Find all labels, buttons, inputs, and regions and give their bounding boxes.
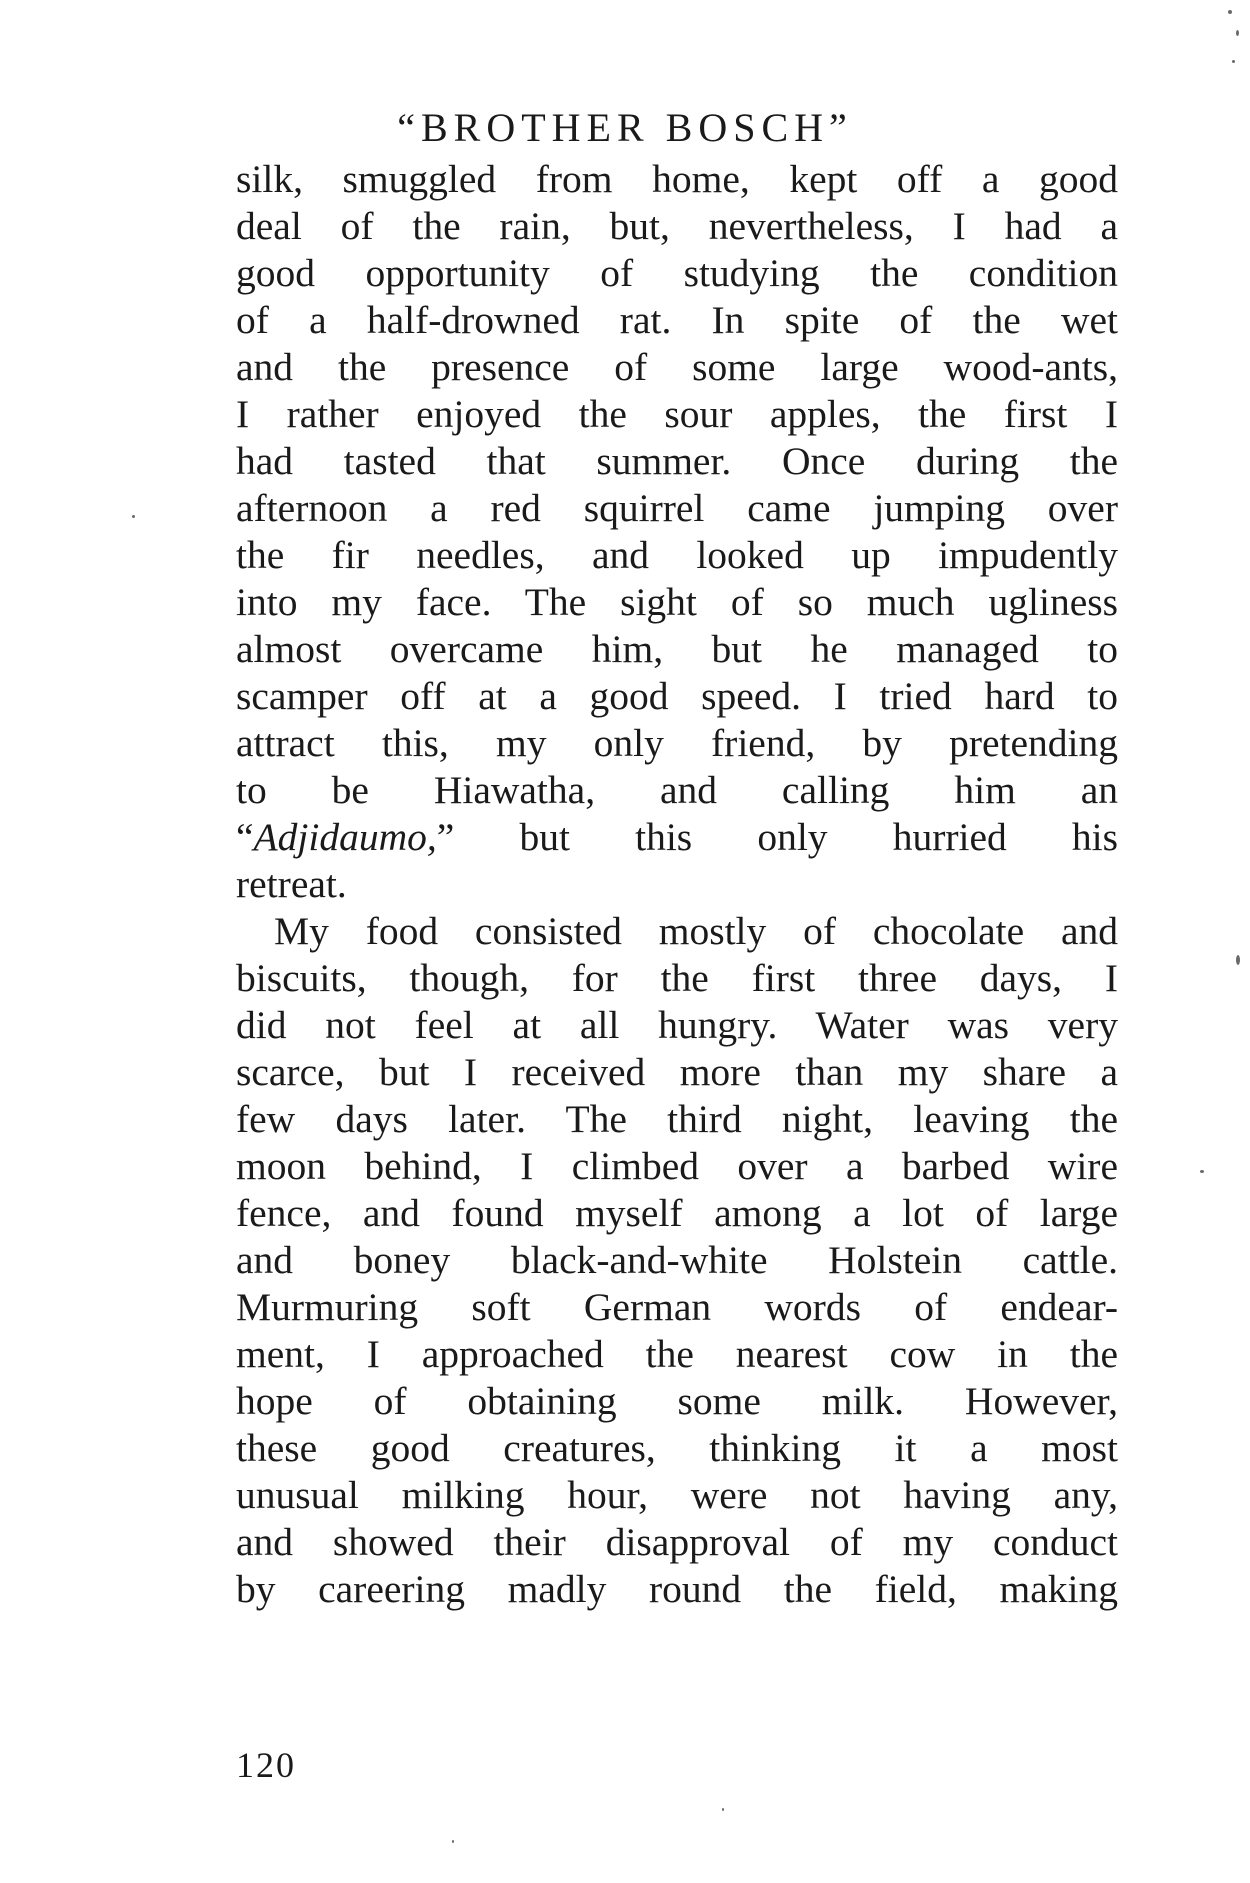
text-line: moon behind, I climbed over a barbed wire xyxy=(236,1144,1118,1188)
text-line: the fir needles, and looked up impudently xyxy=(236,533,1118,577)
text-line: to be Hiawatha, and calling him an xyxy=(236,768,1118,812)
scan-speck xyxy=(1236,955,1240,965)
text-line: silk, smuggled from home, kept off a good xyxy=(236,157,1118,201)
text-line: these good creatures, thinking it a most xyxy=(236,1426,1118,1470)
text-line: attract this, my only friend, by pretending xyxy=(236,721,1118,765)
scan-speck xyxy=(1200,1170,1204,1173)
text-line: scamper off at a good speed. I tried hard to xyxy=(236,674,1118,718)
italic-text-line xyxy=(236,814,1118,861)
text-line: afternoon a red squirrel came jumping over xyxy=(236,486,1118,530)
scan-speck xyxy=(1236,30,1239,36)
scan-speck xyxy=(132,515,135,518)
open-quote: “ xyxy=(236,815,254,859)
body-text xyxy=(236,156,1118,1613)
text-line: scarce, but I received more than my share a xyxy=(236,1050,1118,1094)
text-line: ment, I approached the nearest cow in the xyxy=(236,1332,1118,1376)
text-line: fence, and found myself among a lot of large xyxy=(236,1191,1118,1235)
scan-speck xyxy=(1228,10,1232,14)
text-line: deal of the rain, but, nevertheless, I had a xyxy=(236,204,1118,248)
page-number: 120 xyxy=(236,1745,296,1785)
text-line: did not feel at all hungry. Water was very xyxy=(236,1003,1118,1047)
scan-speck xyxy=(1232,60,1235,63)
text-line: few days later. The third night, leaving the xyxy=(236,1097,1118,1141)
text-line: almost overcame him, but he managed to xyxy=(236,627,1118,671)
text-line: unusual milking hour, were not having any, xyxy=(236,1473,1118,1517)
line-remainder: but this only hurried his xyxy=(519,815,1119,859)
text-line: had tasted that summer. Once during the xyxy=(236,439,1118,483)
text-line: retreat. xyxy=(236,862,347,906)
close-quote: ” xyxy=(436,815,455,859)
text-line: of a half-drowned rat. In spite of the wet xyxy=(236,298,1118,342)
text-line: into my face. The sight of so much ugliness xyxy=(236,580,1118,624)
text-line: I rather enjoyed the sour apples, the first I xyxy=(236,392,1118,436)
text-line: Murmuring soft German words of endear- xyxy=(236,1285,1118,1329)
text-line: and showed their disapproval of my conduct xyxy=(236,1520,1118,1564)
text-line: hope of obtaining some milk. However, xyxy=(236,1379,1118,1423)
text-line: My food consisted mostly of chocolate and xyxy=(274,909,1118,953)
italic-word: Adjidaumo, xyxy=(253,815,437,859)
text-line: and the presence of some large wood-ants, xyxy=(236,345,1118,389)
text-line: by careering madly round the field, making xyxy=(236,1567,1118,1611)
scan-speck xyxy=(452,1840,454,1843)
text-line: and boney black-and-white Holstein cattle. xyxy=(236,1238,1118,1282)
text-line: good opportunity of studying the condition xyxy=(236,251,1118,295)
text-line: biscuits, though, for the first three days, I xyxy=(236,956,1118,1000)
running-head: “BROTHER BOSCH” xyxy=(397,105,853,150)
scan-speck xyxy=(722,1808,724,1811)
